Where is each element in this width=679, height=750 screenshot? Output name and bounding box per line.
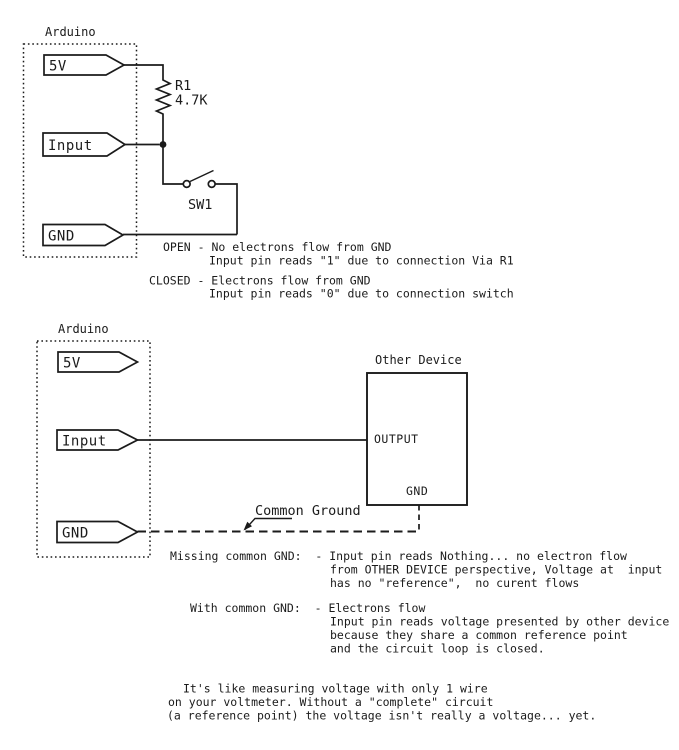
other-device-gnd-label: GND [406,484,429,498]
pin-gnd-label: GND [48,228,75,245]
wire-switch-to-gnd [215,184,237,235]
footer-line3: (a reference point) the voltage isn't really a voltage... yet. [167,708,597,723]
pin2-input-label: Input [62,433,107,450]
pin2-gnd-label: GND [62,525,89,542]
diagram2-common-ground [37,322,669,656]
wire-5v-to-resistor [124,65,163,78]
resistor-name-label: R1 [175,78,192,94]
diagram1-pullup-switch [24,25,514,301]
resistor-value-label: 4.7K [175,92,208,109]
note-missing-line2: from OTHER DEVICE perspective, Voltage at input [330,562,663,577]
pin-5v-label: 5V [49,58,67,75]
note-closed-line2: Input pin reads "0" due to connection switch [209,286,514,301]
resistor-symbol [157,78,171,118]
pin-input-label: Input [48,138,93,154]
common-ground-leader-line [245,519,292,530]
footer-line1: It's like measuring voltage with only 1 wire [183,681,488,696]
note-missing-line1: Missing common GND: - Input pin reads Nothing... no electron flow [170,549,627,563]
note-with-line3: because they share a common reference point [330,628,628,642]
switch-blade [190,171,214,182]
common-ground-label: Common Ground [255,503,361,519]
note-open-line1: OPEN - No electrons flow from GND [163,240,392,254]
note-missing-line3: has no "reference", no curent flows [330,576,580,590]
footer-line2: on your voltmeter. Without a "complete" circuit [168,695,494,709]
other-device-title: Other Device [375,353,462,367]
switch-name-label: SW1 [188,197,213,213]
pin2-5v-label: 5V [63,355,81,372]
note-with-line4: and the circuit loop is closed. [330,641,545,656]
arduino1-title: Arduino [45,25,96,39]
arduino2-title: Arduino [58,322,109,336]
note-closed-line1: CLOSED - Electrons flow from GND [149,273,371,288]
note-with-line2: Input pin reads voltage presented by other device [330,614,670,629]
switch-terminal-left [183,181,190,188]
note-open-line2: Input pin reads "1" due to connection Via R1 [209,253,514,268]
wire-resistor-to-switch [163,118,183,184]
other-device-output-label: OUTPUT [374,432,419,446]
note-with-line1: With common GND: - Electrons flow [190,601,426,615]
footer-analogy [167,682,596,723]
switch-terminal-right [208,181,215,188]
junction-dot [160,141,167,148]
